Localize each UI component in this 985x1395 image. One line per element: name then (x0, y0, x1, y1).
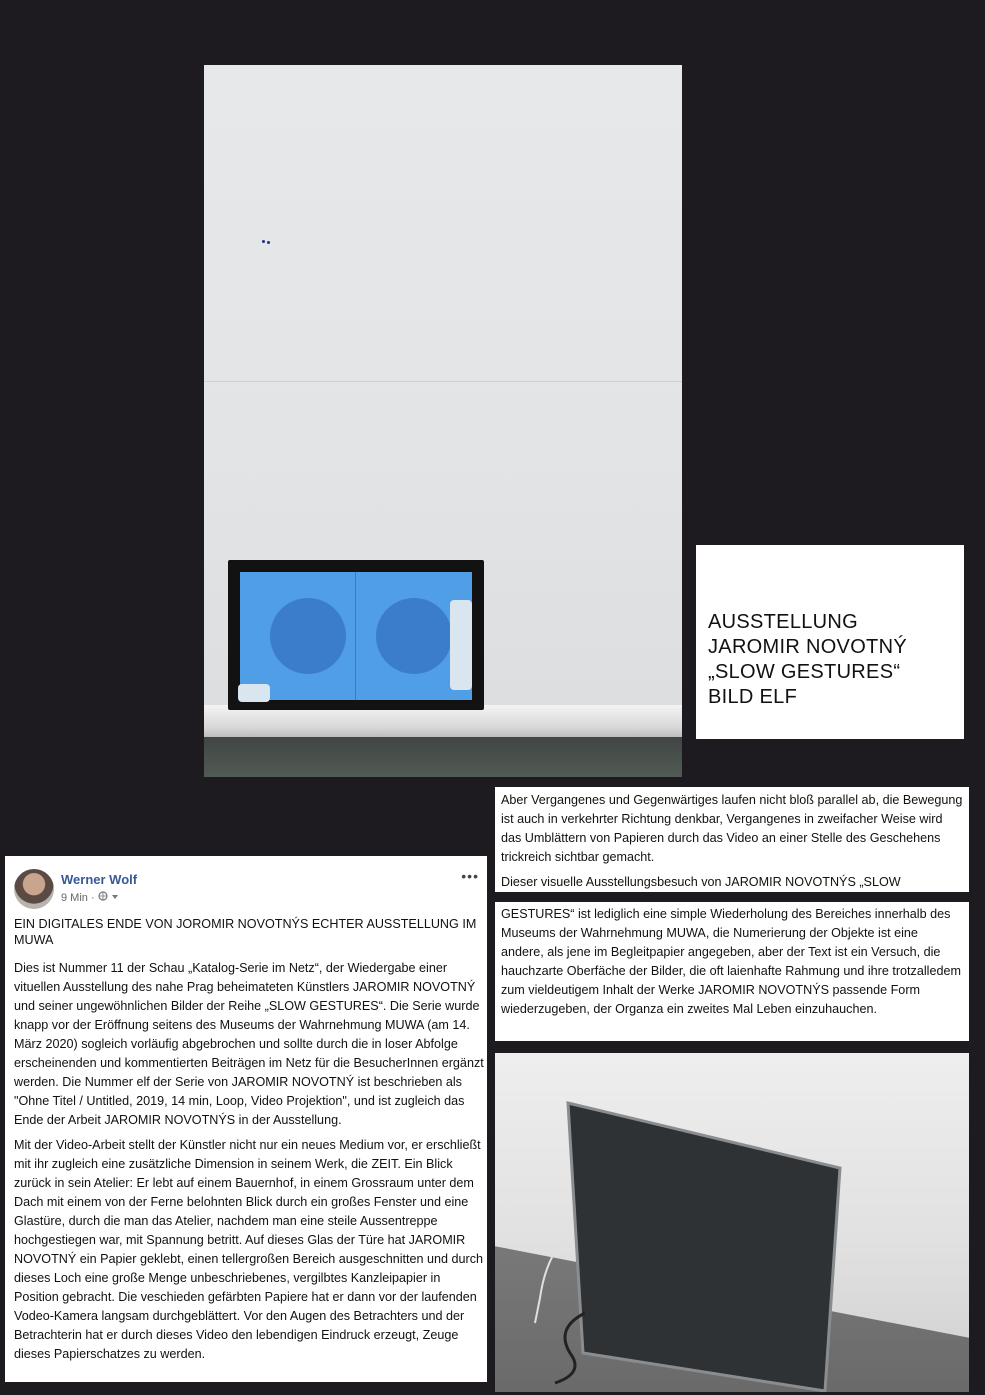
photo-floor (204, 737, 682, 777)
post-meta (61, 891, 119, 904)
hand-left (238, 684, 270, 702)
post-paragraph: Dies ist Nummer 11 der Schau „Katalog-Serie im Netz“, der Wiedergabe einer vituellen Ausstellung des nahe Prag beheimateten Künstlers JAROMIR NOVOTNÝ und seiner ungewöhnlichen Bilder der Reihe „SLOW GESTURES“. Die Serie wurde knapp vor der Eröffnung seitens des Museums der Wahrnehmung MUWA (am 14. März 2020) sogleich vorläufig abgebrochen und sollte durch die in loser Abfolge erscheinenden und kommentierten Beiträgen im Netz für die BesucherInnen ergänzt werden. Die Nummer elf der Serie von JAROMIR NOVOTNÝ ist beschrieben als "Ohne Titel / Untitled, 2019, 14 min, Loop, Video Projektion", und ist zugleich das Ende der Arbeit JAROMIR NOVOTNÝS in der Ausstellung. (14, 961, 484, 1127)
post-body (14, 959, 486, 1364)
photo-monitor-blue-circles (204, 65, 682, 777)
social-post (5, 856, 487, 1382)
hand-right (450, 600, 472, 690)
post-paragraph: Mit der Video-Arbeit stellt der Künstler nicht nur ein neues Medium vor, er erschließt mit ihr zugleich eine zusätzliche Dimension in seinem Werk, die ZEIT. Ein Blick zurück in sein Atelier: Er lebt auf einem Bauernhof, in einem Grossraum unter dem Dach mit einem von der Ferne belohnten Blick durch ein großes Fenster und eine Glastüre, durch die man das Atelier, nachdem man eine steile Aussentreppe hochgestiegen war, mit Spannung betritt. Auf dieses Glas der Türe hat JAROMIR NOVOTNÝ ein Papier geklebt, einen tellergroßen Bereich ausgeschnitten und durch dieses Loch eine große Menge unbeschriebenes, vergilbtes Kanzleipapier in Position gebracht. Die veschieden gefärbten Papiere hat er dann vor der laufenden Vodeo-Kamera langsam durchgeblättert. Vor den Augen des Betrachters und der Betrachterin hat er durch dieses Video den lebendigen Eindruck erzeugt, Zeuge dieses Papierschatzes zu werden. (14, 1138, 484, 1361)
paragraph: Aber Vergangenes und Gegenwärtiges laufen nicht bloß parallel ab, die Bewegung ist auch in verkehrter Richtung denkbar, Vergangenes in zweifacher Weise wird das Umblättern von Papieren durch das Video an einer Stelle des Geschehens trickreich sichtbar gemacht. (501, 793, 963, 864)
blue-circle-left (270, 598, 346, 674)
wall-corner (535, 1243, 561, 1323)
monitor-screen (240, 572, 472, 700)
post-author[interactable]: Werner Wolf (61, 872, 138, 887)
paragraph: Dieser visuelle Ausstellungsbesuch von JAROMIR NOVOTNÝS „SLOW (501, 875, 901, 889)
blue-circle-right (376, 598, 452, 674)
paragraph: GESTURES“ ist lediglich eine simple Wiederholung des Bereiches innerhalb des Museums der Wahrnehmung MUWA, die Numerierung der Objekte ist eine andere, als jene im Begleitpapier angegeben, aber der Text ist ein Versuch, die hauchzarte Oberfäche der Bilder, die oft laienhafte Rahmung und ihre trotzalledem zum vieldeutigem Inhalt der Werke JAROMIR NOVOTNÝS passende Form wiederzugeben, der Organza ein zweites Mal Leben einzuhauchen. (501, 907, 961, 1016)
text-block-right-1 (495, 787, 969, 892)
title-line-3: „SLOW GESTURES“ (708, 661, 901, 683)
photo-fold-line (204, 381, 682, 382)
photo-dark-monitor (495, 1053, 969, 1392)
title-card (696, 545, 964, 739)
title-line-4: BILD ELF (708, 686, 798, 708)
text-block-right-2 (495, 902, 969, 1041)
photo-speck (262, 240, 265, 243)
title-line-1: AUSSTELLUNG (708, 611, 859, 633)
monitor (228, 560, 484, 710)
globe-icon (98, 892, 111, 904)
post-headline: EIN DIGITALES ENDE VON JOROMIR NOVOTNÝS ECHTER AUSSTELLUNG IM MUWA (14, 917, 477, 947)
photo-speck (267, 241, 270, 244)
avatar[interactable] (14, 869, 54, 909)
title-line-2: JAROMIR NOVOTNÝ (708, 636, 907, 658)
screen-divider (355, 572, 356, 700)
separator-dot: · (90, 892, 95, 904)
dark-monitor-illustration (495, 1053, 969, 1392)
post-time[interactable]: 9 Min (61, 892, 88, 904)
more-icon[interactable]: ••• (461, 868, 479, 884)
chevron-down-icon[interactable] (111, 892, 119, 904)
monitor-panel (568, 1103, 840, 1391)
